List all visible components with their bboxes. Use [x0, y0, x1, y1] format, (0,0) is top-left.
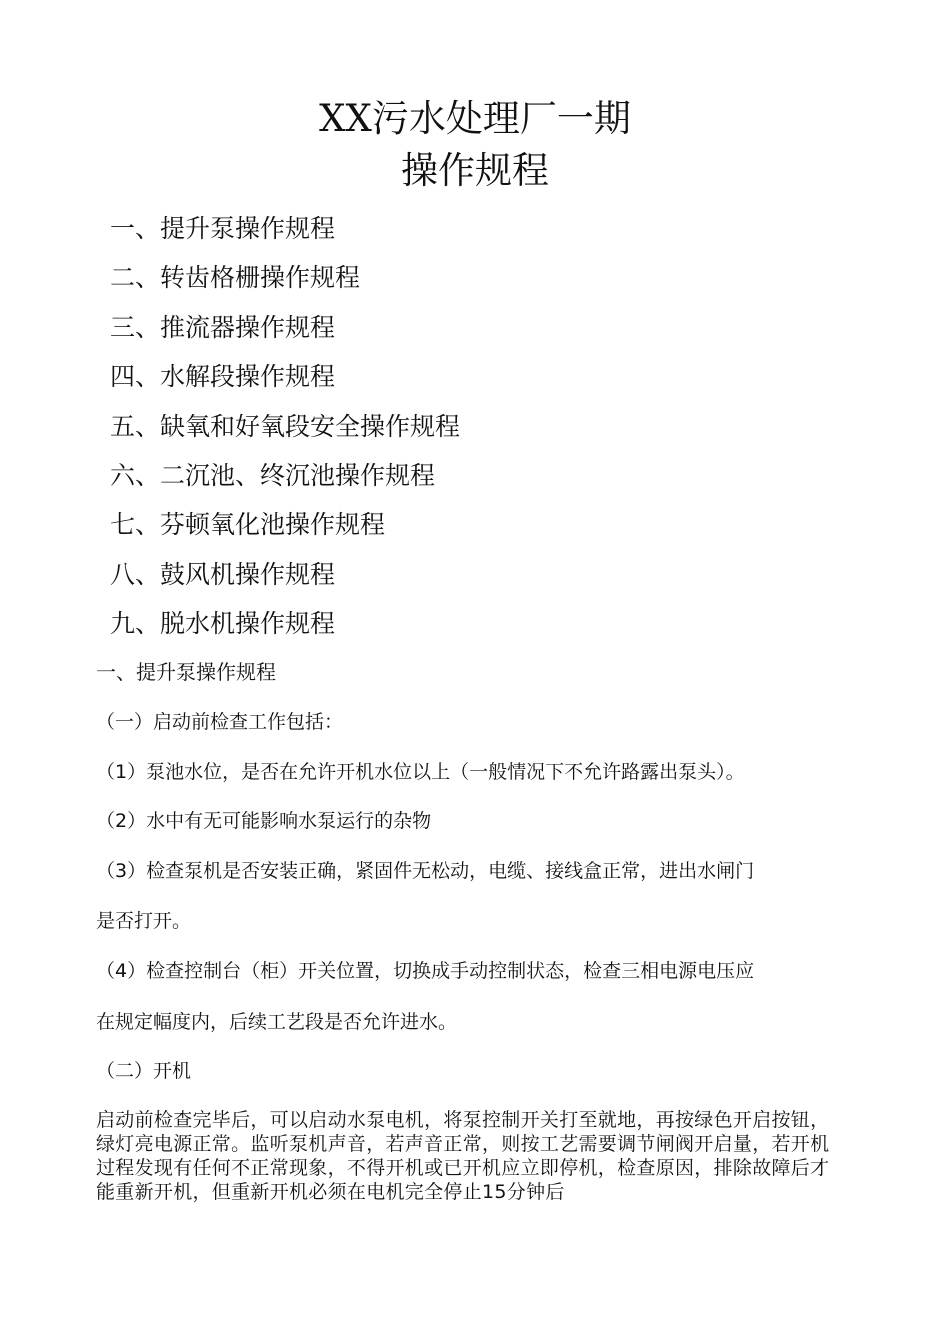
- toc-item: 八、鼓风机操作规程: [110, 559, 336, 589]
- section-heading: 一、提升泵操作规程: [96, 660, 276, 684]
- checklist-item: （3）检查泵机是否安装正确，紧固件无松动，电缆、接线盒正常，进出水闸门: [96, 860, 755, 882]
- checklist-item: （4）检查控制台（柜）开关位置，切换成手动控制状态，检查三相电源电压应: [96, 960, 755, 982]
- body-paragraph: 启动前检查完毕后，可以启动水泵电机，将泵控制开关打至就地，再按绿色开启按钮，绿灯亮电源正常。监听泵机声音，若声音正常，则按工艺需要调节闸阀开启量，若开机过程发现有任何不正常现象，不得开机或已开机应立即停机，检查原因，排除故障后才能重新开机，但重新开机必须在电机完全停止15分钟后: [96, 1109, 830, 1203]
- subsection-heading: （一）启动前检查工作包括：: [96, 711, 344, 733]
- toc-item: 三、推流器操作规程: [110, 312, 336, 342]
- toc-item: 九、脱水机操作规程: [110, 609, 336, 639]
- toc-item: 四、水解段操作规程: [110, 362, 336, 392]
- checklist-item-continued: 在规定幅度内，后续工艺段是否允许进水。: [96, 1011, 458, 1033]
- document-subtitle: 操作规程: [401, 149, 549, 192]
- checklist-item: （1）泵池水位，是否在允许开机水位以上（一般情况下不允许路露出泵头）。: [96, 761, 745, 783]
- document-title: XX污水处理厂一期: [319, 97, 631, 140]
- toc-item: 五、缺氧和好氧段安全操作规程: [110, 411, 461, 441]
- toc-item: 六、二沉池、终沉池操作规程: [110, 460, 436, 490]
- checklist-item: （2）水中有无可能影响水泵运行的杂物: [96, 810, 432, 832]
- table-of-contents: [110, 209, 460, 654]
- toc-item: 七、芬顿氧化池操作规程: [110, 510, 386, 540]
- subsection-heading: （二）开机: [96, 1060, 192, 1082]
- checklist-item-continued: 是否打开。: [96, 910, 192, 932]
- toc-item: 一、提升泵操作规程: [110, 214, 336, 243]
- toc-item: 二、转齿格栅操作规程: [110, 263, 361, 293]
